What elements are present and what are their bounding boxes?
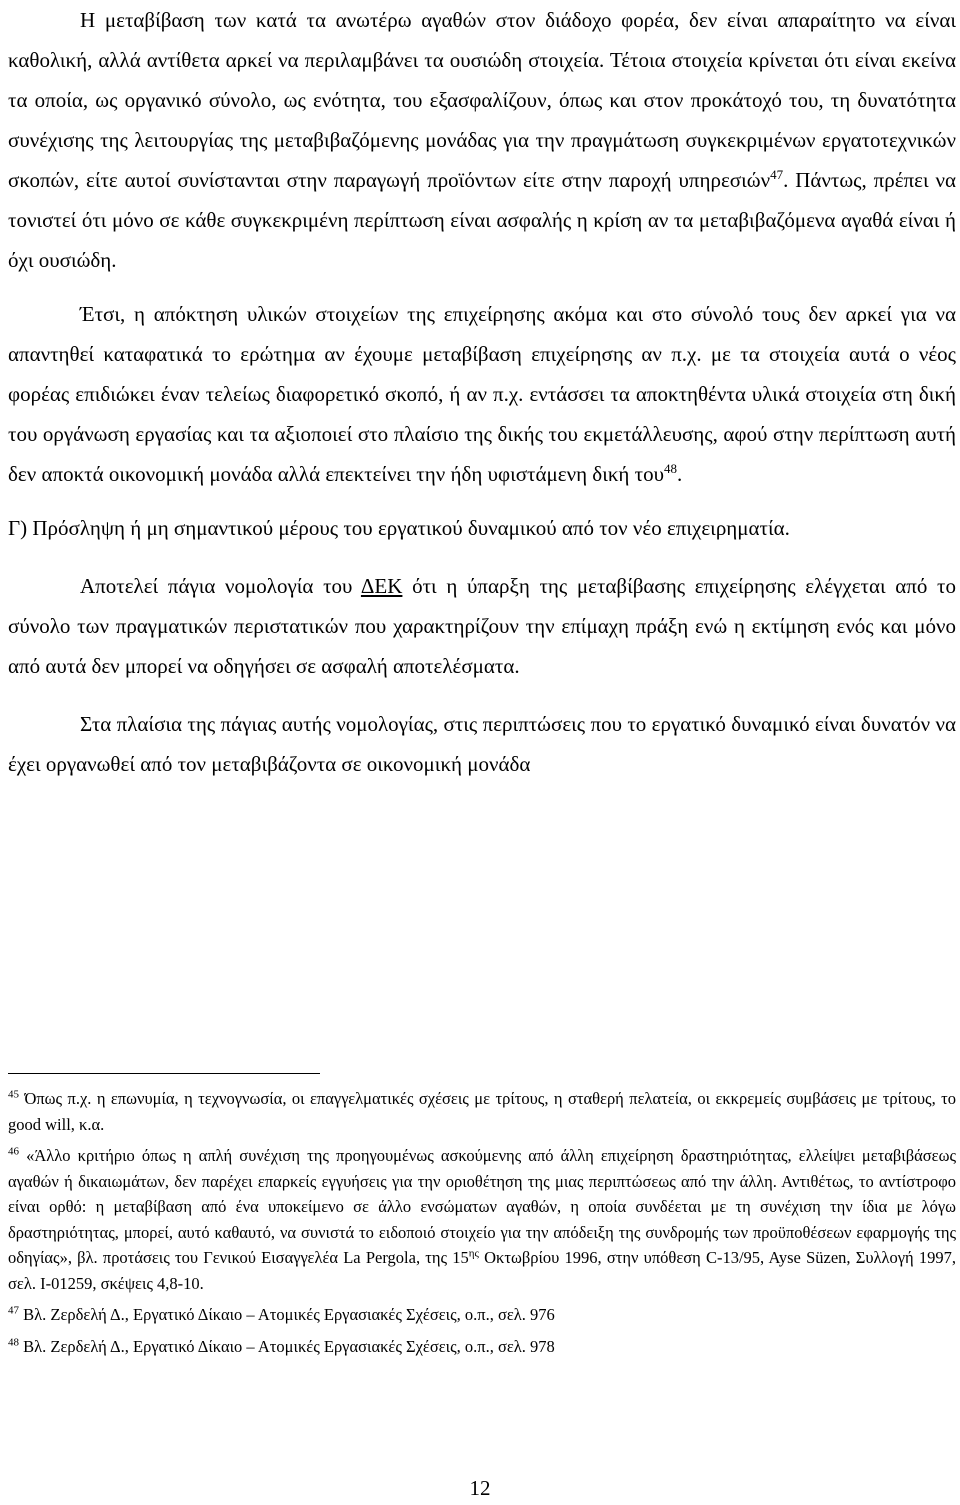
- paragraph-3-text-a: Αποτελεί πάγια νομολογία του: [80, 574, 361, 598]
- footnote-divider: [8, 1073, 320, 1074]
- paragraph-3-underlined: ΔΕΚ: [360, 574, 403, 598]
- footnote-ref-47: 47: [770, 167, 784, 182]
- paragraph-2: [8, 294, 956, 494]
- footnote-number: 48: [8, 1336, 19, 1348]
- main-text: [8, 0, 956, 784]
- paragraph-3-text-b: ότι η ύπαρξη της μεταβίβασης επιχείρησης ελέγχεται από το σύνολο των πραγματικών περιστατικών που χαρακτηρίζουν την επίμαχη πράξη ενώ η εκτίμηση ενός και μόνο από αυτά δεν μπορεί να οδηγήσει σε ασφαλή αποτελέσματα.: [8, 574, 956, 678]
- footnote-text: Όπως π.χ. η επωνυμία, η τεχνογνωσία, οι επαγγελματικές σχέσεις με τρίτους, η σταθερή πελατεία, οι εκκρεμείς συμβάσεις με τρίτους, το good will, κ.α.: [8, 1089, 957, 1134]
- footnote-text: Βλ. Ζερδελή Δ., Εργατικό Δίκαιο – Ατομικές Εργασιακές Σχέσεις, ο.π., σελ. 976: [23, 1305, 555, 1324]
- footnote-text-b: Οκτωβρίου 1996, στην υπόθεση C-13/95, Ayse Süzen, Συλλογή 1997, σελ. I-01259, σκέψεις 4,8-10.: [8, 1248, 957, 1293]
- paragraph-1-text-b: . Πάντως, πρέπει να τονιστεί ότι μόνο σε κάθε συγκεκριμένη περίπτωση είναι ασφαλής η κρίση αν τα μεταβιβαζόμενα αγαθά είναι ή όχι ουσιώδη.: [8, 168, 956, 272]
- footnote-number: 46: [8, 1145, 19, 1158]
- paragraph-4: Στα πλαίσια της πάγιας αυτής νομολογίας, στις περιπτώσεις που το εργατικό δυναμικό είναι δυνατόν να έχει οργανωθεί από τον μεταβιβάζοντα σε οικονομική μονάδα: [8, 712, 956, 776]
- footnote-45: [8, 1086, 956, 1137]
- footnote-ref-48: 48: [664, 461, 677, 476]
- footnote-text-a: «Άλλο κριτήριο όπως η απλή συνέχιση της προηγουμένως ασκούμενης από άλλη επιχείρηση δραστηριότητας, ελλείψει μεταβιβάσεως αγαθών ή δικαιωμάτων, δεν παρέχει επαρκείς εγγυήσεις για την οριοθέτηση της μιας περιπτώσεως από την άλλη. Αντιθέτως, το αντίστροφο είναι ορθό: η μεταβίβαση από ένα υποκείμενο σε άλλο ενσώματων αγαθών, η οποία συνδέεται με τη συνέχιση την ίδια με λόγω δραστηριότητας, μπορεί, αυτό καθαυτό, να συνιστά το ειδοποιό στοιχείο για την απόδειξη της συνδρομής των προϋποθέσεων εφαρμογής της οδηγίας», βλ. προτάσεις του Γενικού Εισαγγελέα La Pergola, της 15: [8, 1146, 957, 1267]
- footnotes-section: [8, 1073, 956, 1365]
- paragraph-1-text-a: Η μεταβίβαση των κατά τα ανωτέρω αγαθών στον διάδοχο φορέα, δεν είναι απαραίτητο να είναι καθολική, αλλά αντίθετα αρκεί να περιλαμβάνει τα ουσιώδη στοιχεία. Τέτοια στοιχεία κρίνεται ότι είναι εκείνα τα οποία, ως οργανικό σύνολο, ως ενότητα, του εξασφαλίζουν, όπως και στον προκάτοχό του, τη δυνατότητα συνέχισης της λειτουργίας της μεταβιβαζόμενης μονάδας για την πραγμάτωση συγκεκριμένων εργατοτεχνικών σκοπών, είτε αυτοί συνίστανται στην παραγωγή προϊόντων είτε στην παροχή υπηρεσιών: [8, 8, 956, 192]
- footnote-number: 45: [8, 1088, 19, 1101]
- footnote-text: Βλ. Ζερδελή Δ., Εργατικό Δίκαιο – Ατομικές Εργασιακές Σχέσεις, ο.π., σελ. 978: [23, 1336, 555, 1356]
- document-body: [8, 0, 956, 784]
- footnote-number: 47: [8, 1304, 19, 1317]
- paragraph-2-text-a: Έτσι, η απόκτηση υλικών στοιχείων της επιχείρησης ακόμα και στο σύνολό τους δεν αρκεί για να απαντηθεί καταφατικά το ερώτημα αν έχουμε μεταβίβαση επιχείρησης αν π.χ. με τα στοιχεία αυτά ο νέος φορέας επιδιώκει έναν τελείως διαφορετικό σκοπό, ή αν π.χ. εντάσσει τα αποκτηθέντα υλικά στοιχεία στη δική του οργάνωση εργασίας και τα αξιοποιεί στο πλαίσιο της δικής του εκμετάλλευσης, αφού στην περίπτωση αυτή δεν αποκτά οικονομική μονάδα αλλά επεκτείνει την ήδη υφιστάμενη δική του: [8, 302, 956, 486]
- footnote-ordinal-suffix: ης: [468, 1247, 479, 1260]
- paragraph-2-text-b: .: [677, 462, 683, 486]
- paragraph-1: [8, 0, 956, 280]
- footnote-47: [8, 1302, 956, 1328]
- footnote-46: [8, 1143, 956, 1296]
- paragraph-3: [8, 566, 956, 686]
- section-heading: Γ) Πρόσληψη ή μη σημαντικού μέρους του εργατικού δυναμικού από τον νέο επιχειρηματία.: [8, 516, 790, 540]
- footnote-48: [8, 1334, 956, 1360]
- page-number: 12: [469, 1476, 491, 1500]
